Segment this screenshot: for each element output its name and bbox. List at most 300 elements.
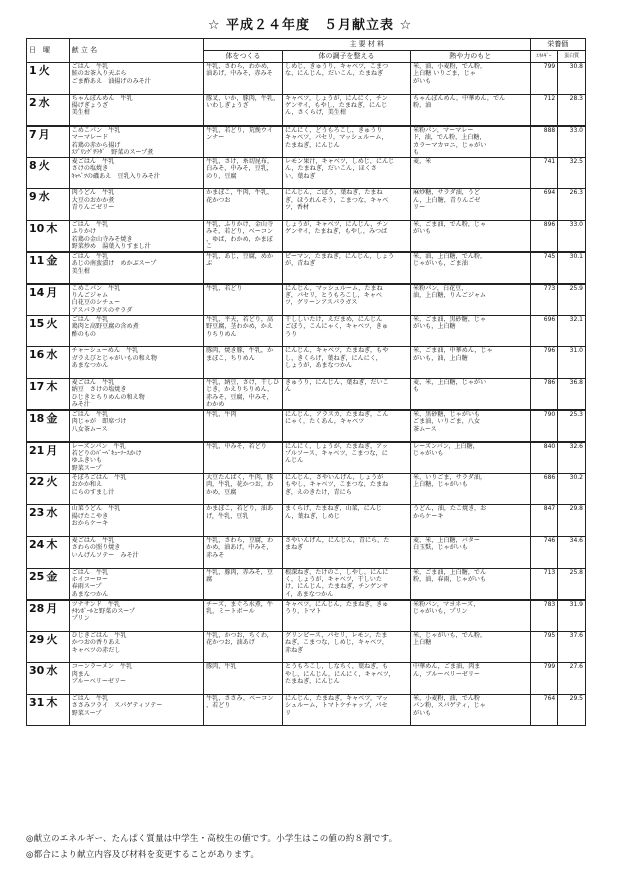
header-body-adjust: 体の調子を整える <box>283 51 411 63</box>
energy-cell: 799 <box>530 663 558 695</box>
day-number: 30 <box>29 664 45 678</box>
energy-cell: 686 <box>530 473 558 505</box>
day-of-week: 月 <box>46 601 58 615</box>
body-build-cell <box>204 442 283 474</box>
day-of-week: 月 <box>46 285 58 299</box>
protein-cell: 36.8 <box>558 378 586 410</box>
menu-cell-line: ひじきごはん 牛乳 <box>71 631 127 639</box>
day-number: 10 <box>29 221 45 235</box>
body-adjust-cell-line: もやし，キャベツ，こまつな，たまね <box>285 481 389 489</box>
menu-row <box>27 284 586 316</box>
heat-power-cell-line: ごま油，いりごま，八女 <box>413 418 481 426</box>
body-adjust-cell-line: まくらげ，たまねぎ，山菜，にんじ <box>285 505 383 513</box>
header-protein: 蛋白質 <box>558 51 586 63</box>
body-build-cell <box>204 315 283 347</box>
day-of-week: 水 <box>46 506 58 520</box>
day-cell <box>27 631 70 663</box>
day-cell <box>27 63 70 95</box>
heat-power-cell <box>411 157 531 189</box>
day-cell <box>27 284 70 316</box>
menu-cell-line: ごはん 牛乳 <box>71 220 109 228</box>
menu-row <box>27 568 586 600</box>
energy-cell: 790 <box>530 410 558 442</box>
energy-cell: 746 <box>530 536 558 568</box>
menu-row <box>27 189 586 221</box>
body-build-cell-line: 牛乳，若どり，荒挽ウイ <box>206 126 273 134</box>
body-build-cell-line: 乳，ミートボール <box>206 608 255 615</box>
energy-cell: 847 <box>530 505 558 537</box>
body-adjust-cell <box>283 315 411 347</box>
day-cell <box>27 252 70 284</box>
day-number: 14 <box>29 285 45 299</box>
day-of-week: 月 <box>38 127 50 141</box>
heat-power-cell-line: 粉，油 <box>413 102 432 109</box>
heat-power-cell-line: 上白糖 いりごま，じゃ <box>413 70 476 78</box>
day-cell <box>27 600 70 632</box>
heat-power-cell-line: うどん，油，たこ焼き，お <box>413 505 487 513</box>
heat-power-cell-line: ん，上白糖，青りんごゼ <box>413 196 481 204</box>
heat-power-cell <box>411 568 531 600</box>
heat-power-cell-line: 米，じゃがいも，でん粉， <box>413 631 487 639</box>
menu-cell <box>69 442 203 474</box>
body-build-cell-line: 牛乳，あじ，豆腐，めか <box>206 253 274 261</box>
body-build-cell-line: かまぼこ，若どり，油あ <box>206 505 274 513</box>
heat-power-cell-line: がいも，上白糖 <box>413 323 456 331</box>
menu-cell <box>69 126 203 158</box>
heat-power-cell-line: 米粉パン，マーマレー <box>413 126 474 134</box>
body-build-cell <box>204 631 283 663</box>
body-adjust-cell-line: い，葉ねぎ <box>285 172 316 180</box>
menu-cell-line: おからケーキ <box>71 520 109 528</box>
protein-cell: 30.2 <box>558 473 586 505</box>
energy-cell: 783 <box>530 600 558 632</box>
day-cell <box>27 473 70 505</box>
body-build-cell-line: 豚叉，いか，豚肉，牛乳， <box>206 94 280 102</box>
heat-power-cell-line: じゃがいも，ごま油 <box>413 260 468 268</box>
footnote-energy: ◎献立のエネルギー、たんぱく質量は中学生・高校生の値です。小学生はこの値の約８割です。 <box>26 834 398 844</box>
body-adjust-cell-line: とうもろこし，しなちく，葉ねぎ，も <box>285 663 389 671</box>
body-build-cell <box>204 284 283 316</box>
body-build-cell-line: チーズ，まぐろ水煮，牛 <box>206 600 273 608</box>
menu-cell-line: ささみフライ スパゲティソテー <box>71 702 163 710</box>
day-cell <box>27 347 70 379</box>
energy-cell: 713 <box>530 568 558 600</box>
body-build-cell <box>204 94 283 126</box>
heat-power-cell-line: 米，いりごま，サラダ油， <box>413 473 487 481</box>
body-adjust-cell-line: な，にんじん，だいこん，たまねぎ <box>285 70 384 78</box>
body-adjust-cell <box>283 505 411 537</box>
body-build-cell-line: いわしぎょうざ <box>206 102 249 109</box>
menu-cell-line: ブルーベリーゼリー <box>71 678 127 686</box>
heat-power-cell-line: がいも，油，上白糖 <box>413 354 468 362</box>
footnote-change: ◎都合により献立内容及び材料を変更することがあります。 <box>26 850 260 860</box>
heat-power-cell-line: 中華めん，ごま油，肉ま <box>413 663 481 671</box>
body-adjust-cell-line: にんにく，しょうが，たまねぎ，アッ <box>285 442 388 450</box>
body-build-cell <box>204 410 283 442</box>
heat-power-cell-line: 粉，油，春雨，じゃがいも <box>413 575 487 583</box>
day-number: 17 <box>29 379 45 393</box>
body-build-cell <box>204 600 283 632</box>
day-cell <box>27 505 70 537</box>
heat-power-cell-line: レーズンパン，上白糖， <box>413 442 479 450</box>
protein-cell: 32.6 <box>558 442 586 474</box>
menu-cell-line: ツナサンド 牛乳 <box>71 600 121 608</box>
energy-cell: 773 <box>530 284 558 316</box>
energy-cell: 712 <box>530 94 558 126</box>
body-build-cell <box>204 378 283 410</box>
heat-power-cell-line: も <box>413 148 420 156</box>
heat-power-cell <box>411 631 531 663</box>
menu-row <box>27 505 586 537</box>
menu-cell <box>69 631 203 663</box>
menu-cell <box>69 94 203 126</box>
energy-cell: 896 <box>530 220 558 252</box>
day-of-week: 木 <box>46 221 58 235</box>
heat-power-cell-line: ん，ブルーベリーゼリー <box>413 670 481 678</box>
menu-cell-line: 野菜炒め 湯葉入りすまし汁 <box>71 243 151 251</box>
heat-power-cell-line: がいも <box>413 709 432 717</box>
day-of-week: 火 <box>46 474 58 488</box>
day-number: 16 <box>29 348 45 362</box>
body-adjust-cell-line: シュルーム，トマトケチャップ，パセ <box>285 702 388 710</box>
energy-cell: 694 <box>530 189 558 221</box>
heat-power-cell-line: 白玉麩，じゃがいも <box>413 544 468 552</box>
menu-row <box>27 347 586 379</box>
body-build-cell-line: ぶ <box>206 260 213 268</box>
menu-cell-line: こめこパン 牛乳 <box>71 284 121 292</box>
energy-cell: 696 <box>530 315 558 347</box>
body-adjust-cell <box>283 694 411 726</box>
heat-power-cell-line: がいも <box>413 77 432 85</box>
day-number: 25 <box>29 569 45 583</box>
menu-cell-line: 納豆 さけの塩焼き <box>71 386 127 394</box>
menu-cell-line: ガラえびとじゃがいもの和え物 <box>71 354 157 362</box>
body-build-cell-line: げ，牛乳，豆乳 <box>206 512 249 520</box>
day-number: 11 <box>29 254 45 268</box>
menu-cell-line: ごはん 牛乳 <box>71 568 109 576</box>
body-adjust-cell-line: にんじん，マッシュルーム，たまね <box>285 284 383 292</box>
body-adjust-cell-line: たまねぎ，にんじん <box>285 141 340 149</box>
protein-cell: 29.5 <box>558 694 586 726</box>
body-adjust-cell-line: リ <box>285 709 292 717</box>
menu-cell-line: さけの塩焼き <box>71 165 109 173</box>
energy-cell: 795 <box>530 631 558 663</box>
body-build-cell <box>204 473 283 505</box>
body-build-cell-line: 豚肉，焼き豚，牛乳，か <box>206 347 274 355</box>
heat-power-cell <box>411 663 531 695</box>
body-build-cell-line: 油あげ，中みそ，赤みそ <box>206 70 273 78</box>
body-build-cell-line: ，ゆば，わかめ，かまぼ <box>206 235 273 243</box>
body-build-cell-line: 花かつお <box>206 196 231 204</box>
heat-power-cell <box>411 473 531 505</box>
body-build-cell-line: 牛乳，豚肉，赤みそ，豆 <box>206 568 273 576</box>
day-cell <box>27 410 70 442</box>
body-build-cell-line: ，若どり <box>206 702 231 710</box>
body-adjust-cell-line: 赤ねぎ <box>285 646 304 654</box>
heat-power-cell-line: 米，ごま油，上白糖，でん <box>413 568 487 576</box>
day-of-week: 火 <box>38 158 50 172</box>
menu-cell-line: 揚げたこやき <box>71 512 109 520</box>
body-adjust-cell-line: にゃく，たくあん，キャベツ <box>285 418 365 426</box>
body-adjust-cell-line: キャベツ，パセリ，マッシュルーム， <box>285 134 388 142</box>
menu-cell-line: 若鶏の赤から揚げ <box>71 141 121 149</box>
menu-cell-line: ごはん 牛乳 <box>71 694 109 702</box>
heat-power-cell-line: 米，ごま油，黒砂糖，じゃ <box>413 315 487 323</box>
day-of-week: 水 <box>46 348 58 362</box>
menu-cell <box>69 220 203 252</box>
heat-power-cell-line: がいも <box>413 228 432 236</box>
menu-cell <box>69 347 203 379</box>
heat-power-cell-line: も <box>413 386 420 394</box>
menu-row <box>27 378 586 410</box>
energy-cell: 764 <box>530 694 558 726</box>
body-build-cell-line: 牛乳，ささみ，ベーコン <box>206 694 274 702</box>
day-of-week: 金 <box>46 412 58 426</box>
menu-cell <box>69 315 203 347</box>
menu-cell-line: ホイコーロー <box>71 575 108 583</box>
heat-power-cell-line: 米粉パン，マヨネーズ， <box>413 600 480 608</box>
day-cell <box>27 378 70 410</box>
body-adjust-cell-line: 干ししいたけ，えだまめ，にんじん <box>285 315 383 323</box>
heat-power-cell-line: じゃがいも <box>413 450 444 458</box>
body-build-cell <box>204 220 283 252</box>
heat-power-cell <box>411 315 531 347</box>
day-number: 28 <box>29 601 45 615</box>
day-of-week: 水 <box>46 664 58 678</box>
protein-cell: 25.9 <box>558 284 586 316</box>
day-of-week: 火 <box>38 64 50 77</box>
body-adjust-cell-line: にんじん，ごぼう，葉ねぎ，たまね <box>285 189 383 197</box>
body-adjust-cell-line: 根深ねぎ，たけのこ，しやし，にんに <box>285 568 389 576</box>
menu-row <box>27 410 586 442</box>
day-cell <box>27 663 70 695</box>
body-build-cell <box>204 126 283 158</box>
day-cell <box>27 157 70 189</box>
body-adjust-cell-line: イ，あまなつかん <box>285 590 334 598</box>
menu-cell-line: あまなつかん <box>71 590 109 598</box>
menu-cell-line: 麦ごはん 牛乳 <box>71 157 115 165</box>
menu-cell-line: 春雨スープ <box>71 583 102 591</box>
day-of-week: 金 <box>46 569 58 583</box>
day-of-week: 木 <box>46 379 58 393</box>
day-number: 21 <box>29 443 45 457</box>
body-build-cell-line: かめ，油あげ，中みそ， <box>206 544 273 552</box>
menu-cell-line: ごはん 牛乳 <box>71 253 109 261</box>
body-adjust-cell-line: んじん <box>285 457 304 465</box>
body-adjust-cell-line: ん，葉ねぎ，しめじ <box>285 512 340 520</box>
energy-cell: 799 <box>530 63 558 95</box>
body-build-cell-line: 牛乳，かつお，ちくわ， <box>206 631 273 639</box>
day-number: 7 <box>29 127 37 141</box>
heat-power-cell-line: 米粉パン，白花豆， <box>413 284 468 292</box>
day-cell <box>27 536 70 568</box>
body-build-cell-line: わかめ <box>206 401 225 409</box>
heat-power-cell-line: からケーキ <box>413 512 444 520</box>
body-build-cell-line: りちりめん <box>206 330 237 338</box>
body-build-cell <box>204 189 283 221</box>
day-cell <box>27 189 70 221</box>
body-adjust-cell-line: にんじん，キャベツ，たまねぎ，もや <box>285 347 389 355</box>
body-build-cell-line: ンナー <box>206 134 225 142</box>
energy-cell: 840 <box>530 442 558 474</box>
heat-power-cell-line: パン粉，スパゲティ，じゃ <box>413 702 486 710</box>
day-of-week: 木 <box>46 695 58 709</box>
menu-cell-line: ﾁｷﾝﾎﾞｰﾙと野菜のスープ <box>71 608 136 615</box>
energy-cell: 888 <box>530 126 558 158</box>
body-build-cell-line: 牛乳，さけ，糸切昆布， <box>206 157 274 165</box>
day-cell <box>27 315 70 347</box>
day-number: 18 <box>29 412 45 426</box>
body-adjust-cell <box>283 568 411 600</box>
body-adjust-cell-line: キャベツ，しょうが，にんにく，チン <box>285 94 388 102</box>
body-adjust-cell-line: ん <box>285 386 292 394</box>
body-build-cell-line: 花かつお，油あげ <box>206 639 255 647</box>
day-number: 23 <box>29 506 45 520</box>
menu-cell-line: 八女茶ムース <box>71 425 108 433</box>
protein-cell: 30.8 <box>558 63 586 95</box>
body-build-cell-line: 牛乳，中みそ，若どり <box>206 442 267 450</box>
body-build-cell-line: 豚肉，牛乳 <box>206 663 237 671</box>
body-build-cell-line: 赤みそ <box>206 551 225 559</box>
body-adjust-cell-line: うり <box>285 330 298 338</box>
menu-cell-line: マーマレード <box>71 134 109 142</box>
menu-cell <box>69 473 203 505</box>
header-nutrition: 栄養価 <box>530 39 586 51</box>
heat-power-cell <box>411 126 531 158</box>
menu-cell <box>69 694 203 726</box>
body-adjust-cell-line: ツ，グリーンアスパラガス <box>285 299 358 307</box>
menu-cell-line: 鶏肉と高野豆腐の含め煮 <box>71 323 139 331</box>
body-adjust-cell <box>283 94 411 126</box>
heat-power-cell-line: ちゃんぽんめん，中華めん，でん <box>413 94 506 102</box>
body-build-cell-line: 赤みそ，豆腐，中みそ， <box>206 393 273 401</box>
menu-cell <box>69 378 203 410</box>
energy-cell: 786 <box>530 378 558 410</box>
protein-cell: 33.0 <box>558 126 586 158</box>
body-adjust-cell-line: まねぎ <box>285 544 304 552</box>
menu-row <box>27 536 586 568</box>
menu-cell-line: 鮭のお茶入り天ぷら <box>71 70 127 78</box>
menu-cell <box>69 663 203 695</box>
body-adjust-cell <box>283 536 411 568</box>
protein-cell: 30.1 <box>558 252 586 284</box>
menu-cell-line: ごま酢あえ 油揚げのみそ汁 <box>71 77 151 85</box>
menu-cell-line: 青りんごゼリー <box>71 204 115 212</box>
body-adjust-cell <box>283 663 411 695</box>
menu-cell <box>69 410 203 442</box>
heat-power-cell <box>411 284 531 316</box>
body-adjust-cell-line: しょうが，キャベツ，にんじん，チン <box>285 220 389 228</box>
body-adjust-cell-line: ん，さくらげ，美生柑 <box>285 109 347 117</box>
day-of-week: 水 <box>38 95 50 109</box>
body-adjust-cell-line: さやいんげん，にんじん，青にら，た <box>285 536 390 544</box>
heat-power-cell-line: 上白糖 <box>413 639 432 647</box>
heat-power-cell <box>411 220 531 252</box>
menu-row <box>27 600 586 632</box>
menu-cell-line: おかか和え <box>71 481 103 489</box>
body-adjust-cell <box>283 442 411 474</box>
heat-power-cell <box>411 347 531 379</box>
heat-power-cell-line: リー <box>413 204 426 212</box>
day-cell <box>27 126 70 158</box>
menu-cell-line: チャーシューめん 牛乳 <box>71 347 139 355</box>
menu-cell-line: ふりかけ <box>71 228 97 236</box>
menu-cell-line: ごはん 牛乳 <box>71 411 109 419</box>
menu-cell-line: みそ汁 <box>71 401 90 409</box>
menu-cell-line: あじの南蛮漬け めかぶスープ <box>71 260 157 268</box>
day-of-week: 火 <box>46 632 58 646</box>
body-adjust-cell <box>283 63 411 95</box>
menu-row <box>27 220 586 252</box>
body-adjust-cell-line: キャベツ，にんじん，たまねぎ，きゅ <box>285 600 389 608</box>
menu-cell-line: かつおの香りあえ <box>71 639 121 647</box>
body-adjust-cell-line: ん，たまねぎ，だいこん，ほくさ <box>285 165 377 173</box>
heat-power-cell <box>411 442 531 474</box>
menu-cell-line: そぼろごはん 牛乳 <box>71 473 127 481</box>
menu-cell-line: 山菜うどん 牛乳 <box>71 505 121 513</box>
body-adjust-cell-line: ゲンサイ，もやし，たまねぎ，にんじ <box>285 102 388 109</box>
menu-cell-line: 揚げぎょうざ <box>71 102 109 109</box>
menu-cell-line: 麦ごはん 牛乳 <box>71 378 115 386</box>
heat-power-cell-line: 米，ごま油，中華めん，じゃ <box>413 347 493 355</box>
protein-cell: 33.0 <box>558 220 586 252</box>
body-adjust-cell-line: しょうが，あまなつかん <box>285 362 353 370</box>
menu-cell-line: 野菜スープ <box>71 464 102 472</box>
heat-power-cell-line: 麦，米，上白糖，じゃがい <box>413 378 487 386</box>
body-adjust-cell-line: が，青ねぎ <box>285 260 316 268</box>
body-adjust-cell <box>283 347 411 379</box>
menu-cell-line: プリン <box>71 615 90 623</box>
menu-row <box>27 315 586 347</box>
body-build-cell-line: 牛乳，平天，若どり，高 <box>206 315 274 323</box>
body-build-cell-line: 牛乳，ふりかけ，金山寺 <box>206 220 274 228</box>
energy-cell: 796 <box>530 347 558 379</box>
header-menu: 献 立 名 <box>69 39 203 63</box>
day-number: 9 <box>29 190 37 204</box>
heat-power-cell <box>411 410 531 442</box>
body-adjust-cell-line: ぎ，えのきたけ，青にら <box>285 488 352 496</box>
body-build-cell-line: 白みそ，中みそ，豆乳， <box>206 165 273 173</box>
menu-cell-line: 白花豆のシチュー <box>71 299 121 307</box>
body-adjust-cell-line: く，しょうが，キャベツ，干しいた <box>285 575 382 583</box>
body-build-cell-line: 牛乳，さわら，豆腐，わ <box>206 536 274 544</box>
body-build-cell-line: 牛乳，さわら，わかめ， <box>206 63 273 70</box>
protein-cell: 26.3 <box>558 189 586 221</box>
day-cell <box>27 94 70 126</box>
heat-power-cell <box>411 505 531 537</box>
body-build-cell <box>204 157 283 189</box>
body-adjust-cell <box>283 378 411 410</box>
heat-power-cell <box>411 189 531 221</box>
body-adjust-cell-line: ぎ，ほうれんそう，こまつな，キャベ <box>285 196 389 204</box>
menu-cell <box>69 600 203 632</box>
menu-cell-line: いんげんソテー みそ汁 <box>71 551 139 559</box>
menu-table <box>26 38 586 726</box>
body-adjust-cell-line: にんじん，アラスカ，たまねぎ，こん <box>285 411 389 419</box>
protein-cell: 29.8 <box>558 505 586 537</box>
menu-cell <box>69 157 203 189</box>
body-build-cell <box>204 568 283 600</box>
energy-cell: 741 <box>530 157 558 189</box>
protein-cell: 31.0 <box>558 347 586 379</box>
menu-cell-line: 美生柑 <box>71 267 90 275</box>
heat-power-cell-line: 麻炒糖，サラダ油，うど <box>413 189 480 197</box>
menu-row <box>27 473 586 505</box>
menu-cell-line: レーズンパン 牛乳 <box>71 442 126 450</box>
body-adjust-cell-line: にんにく，どうもろこし，きゅうり <box>285 126 383 134</box>
body-build-cell <box>204 663 283 695</box>
menu-rows <box>27 63 586 726</box>
